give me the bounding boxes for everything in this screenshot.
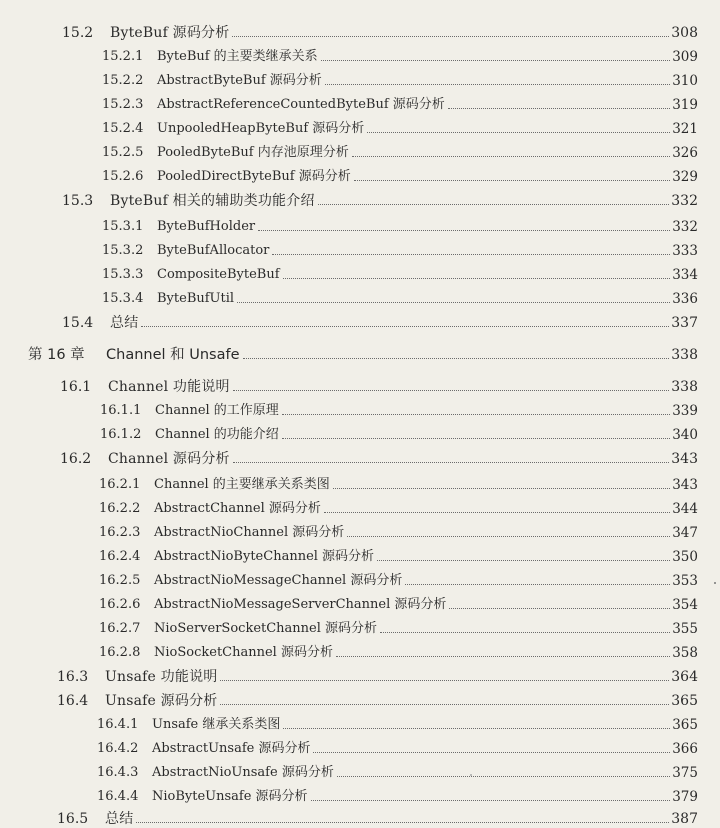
dot-leader [283,728,670,729]
dot-leader [325,84,670,85]
toc-entry-subsection[interactable] [99,566,698,590]
toc-entry-subsection[interactable] [100,420,698,444]
toc-entry-chapter[interactable] [28,340,698,364]
entry-title: AbstractChannel 源码分析 [154,501,321,516]
dot-leader [367,132,670,133]
entry-title: Channel 的功能介绍 [155,427,279,442]
dot-leader [380,632,670,633]
entry-number: 16.2.2 [99,501,141,516]
toc-entry-section[interactable] [62,186,698,210]
toc-entry-subsection[interactable] [102,162,698,186]
entry-title: ByteBuf 源码分析 [110,25,230,41]
entry-title: AbstractUnsafe 源码分析 [152,741,311,756]
entry-title: NioByteUnsafe 源码分析 [152,789,308,804]
entry-number: 16.2.1 [99,477,141,492]
entry-title: NioServerSocketChannel 源码分析 [154,621,378,636]
chapter-title: Channel 和 Unsafe [106,347,240,363]
dot-leader [405,584,670,585]
entry-title: NioSocketChannel 源码分析 [154,645,333,660]
dot-leader [272,254,670,255]
entry-page: 353 [672,573,698,589]
dot-leader [347,536,670,537]
entry-title: ByteBuf 的主要类继承关系 [157,49,318,64]
entry-number: 16.2.8 [99,645,141,660]
entry-page: 329 [672,169,698,185]
entry-title: ByteBuf 相关的辅助类功能介绍 [110,193,315,209]
entry-page: 344 [672,501,698,517]
entry-title: AbstractNioMessageServerChannel 源码分析 [154,597,447,612]
entry-title: AbstractReferenceCountedByteBuf 源码分析 [157,97,445,112]
entry-title: AbstractByteBuf 源码分析 [157,73,322,88]
toc-entry-subsection[interactable] [99,590,698,614]
dot-leader [336,656,670,657]
entry-number: 15.3.3 [102,267,144,282]
toc-entry-section[interactable] [62,18,698,42]
toc-entry-section[interactable] [62,308,698,332]
toc-entry-subsection[interactable] [102,138,698,162]
toc-entry-subsection[interactable] [99,614,698,638]
entry-page: 365 [672,717,698,733]
entry-page: 366 [672,741,698,757]
toc-entry-subsection[interactable] [97,758,698,782]
dot-leader [243,358,670,359]
toc-entry-subsection[interactable] [99,470,698,494]
entry-page: 336 [672,291,698,307]
entry-title: UnpooledHeapByteBuf 源码分析 [157,121,365,136]
entry-page: 387 [671,811,698,827]
entry-number: 16.1 [60,379,92,395]
toc-entry-subsection[interactable] [102,236,698,260]
dot-leader [448,108,670,109]
entry-page: 309 [672,49,698,65]
entry-page: 358 [672,645,698,661]
toc-entry-section[interactable] [57,662,698,686]
toc-entry-subsection[interactable] [97,734,698,758]
entry-page: 321 [672,121,698,137]
chapter-number: 第 16 章 [28,347,85,363]
dot-leader [141,326,669,327]
entry-number: 15.3.2 [102,243,144,258]
entry-page: 355 [672,621,698,637]
dot-leader [324,512,670,513]
toc-entry-subsection[interactable] [99,494,698,518]
entry-page: 364 [671,669,698,685]
dot-leader [354,180,670,181]
entry-number: 15.3.1 [102,219,144,234]
entry-title: 总结 [110,315,139,331]
entry-page: 308 [671,25,698,41]
entry-title: AbstractNioByteChannel 源码分析 [154,549,375,564]
toc-entry-subsection[interactable] [99,638,698,662]
entry-number: 15.2.3 [102,97,144,112]
toc-entry-subsection[interactable] [102,114,698,138]
dot-leader [337,776,670,777]
entry-number: 16.1.1 [100,403,142,418]
toc-entry-subsection[interactable] [102,90,698,114]
entry-title: PooledByteBuf 内存池原理分析 [157,145,349,160]
toc-entry-section[interactable] [57,804,698,828]
entry-page: 319 [672,97,698,113]
entry-page: 347 [672,525,698,541]
toc-entry-subsection[interactable] [102,260,698,284]
dot-leader [232,36,669,37]
entry-number: 16.2.4 [99,549,141,564]
dot-leader [283,278,671,279]
entry-page: 354 [672,597,698,613]
entry-title: Unsafe 继承关系类图 [152,717,281,732]
entry-title: AbstractNioUnsafe 源码分析 [152,765,334,780]
dot-leader [282,438,670,439]
entry-number: 16.4 [57,693,89,709]
entry-number: 15.2 [62,25,94,41]
toc-entry-section[interactable] [60,444,698,468]
entry-page: 350 [672,549,698,565]
entry-number: 16.2.3 [99,525,141,540]
toc-entry-subsection[interactable] [100,396,698,420]
entry-number: 15.2.4 [102,121,144,136]
dot-leader [311,800,671,801]
entry-page: 333 [672,243,698,259]
entry-number: 15.2.6 [102,169,144,184]
entry-title: 总结 [105,811,134,827]
entry-number: 16.2.7 [99,621,141,636]
entry-number: 16.2 [60,451,92,467]
entry-page: 340 [672,427,698,443]
dot-leader [233,390,670,391]
entry-number: 15.4 [62,315,94,331]
entry-page: 334 [672,267,698,283]
dot-leader [220,704,669,705]
toc-entry-section[interactable] [57,686,698,710]
toc-entry-subsection[interactable] [99,518,698,542]
entry-number: 16.4.1 [97,717,139,732]
entry-number: 16.4.3 [97,765,139,780]
toc-entry-subsection[interactable] [102,66,698,90]
entry-number: 16.5 [57,811,89,827]
entry-title: Channel 功能说明 [108,379,230,395]
dot-leader [377,560,670,561]
toc-entry-subsection[interactable] [102,42,698,66]
entry-number: 15.2.5 [102,145,144,160]
entry-title: Channel 源码分析 [108,451,230,467]
entry-title: ByteBufUtil [157,291,235,306]
entry-number: 15.2.2 [102,73,144,88]
entry-page: 338 [671,347,698,363]
entry-title: AbstractNioChannel 源码分析 [154,525,345,540]
entry-title: Unsafe 功能说明 [105,669,218,685]
entry-number: 15.3.4 [102,291,144,306]
entry-page: 332 [672,219,698,235]
dot-leader [321,60,671,61]
entry-title: CompositeByteBuf [157,267,280,282]
entry-number: 16.4.2 [97,741,139,756]
paper-speck [470,774,472,776]
paper-speck [714,582,716,584]
entry-title: ByteBufAllocator [157,243,270,258]
entry-page: 339 [672,403,698,419]
dot-leader [333,488,670,489]
toc-entry-subsection[interactable] [97,782,698,806]
toc-entry-subsection[interactable] [97,710,698,734]
entry-page: 343 [671,451,698,467]
dot-leader [258,230,670,231]
entry-title: PooledDirectByteBuf 源码分析 [157,169,351,184]
entry-page: 332 [671,193,698,209]
entry-title: ByteBufHolder [157,219,256,234]
toc-entry-subsection[interactable] [102,212,698,236]
entry-number: 16.4.4 [97,789,139,804]
entry-page: 375 [672,765,698,781]
entry-number: 16.2.6 [99,597,141,612]
dot-leader [318,204,670,205]
dot-leader [220,680,669,681]
entry-page: 326 [672,145,698,161]
dot-leader [352,156,670,157]
dot-leader [136,822,669,823]
entry-number: 16.1.2 [100,427,142,442]
entry-number: 15.2.1 [102,49,144,64]
entry-page: 337 [671,315,698,331]
toc-entry-section[interactable] [60,372,698,396]
toc-entry-subsection[interactable] [102,284,698,308]
dot-leader [313,752,670,753]
dot-leader [237,302,670,303]
entry-number: 16.3 [57,669,89,685]
toc-entry-subsection[interactable] [99,542,698,566]
entry-page: 310 [672,73,698,89]
entry-page: 338 [671,379,698,395]
entry-page: 343 [672,477,698,493]
entry-title: Unsafe 源码分析 [105,693,218,709]
entry-title: Channel 的工作原理 [155,403,279,418]
entry-page: 365 [671,693,698,709]
dot-leader [233,462,670,463]
entry-title: Channel 的主要继承关系类图 [154,477,330,492]
entry-number: 15.3 [62,193,94,209]
entry-page: 379 [672,789,698,805]
dot-leader [282,414,670,415]
dot-leader [449,608,670,609]
entry-number: 16.2.5 [99,573,141,588]
entry-title: AbstractNioMessageChannel 源码分析 [154,573,403,588]
